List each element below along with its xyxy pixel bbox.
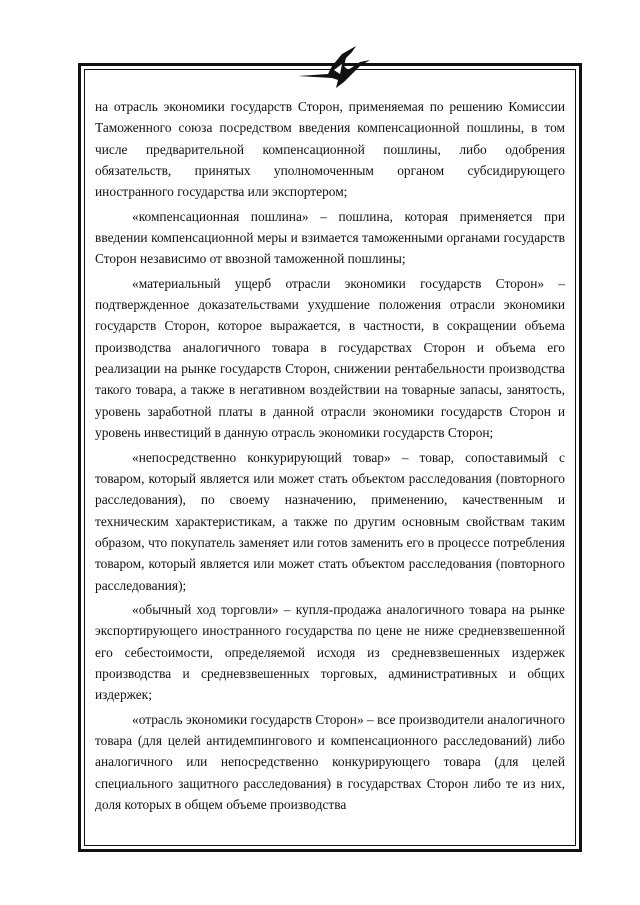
document-body (95, 96, 565, 815)
paragraph: на отрасль экономики государств Сторон, применяемая по решению Комиссии Таможенного союза посредством введения компенсационной пошлины, в том числе предварительной компенсационной пошлины, либо одобрения обязательств, принятых уполномоченным органом субсидирующего иностранного государства или экспортером; (95, 99, 565, 200)
paragraph: «отрасль экономики государств Сторон» – все производители аналогичного товара (для целей антидемпингового и компенсационного расследований) либо аналогичного или непосредственно конкурирующего товара (для целей специального защитного расследования) в государствах Сторон либо те из них, доля которых в общем объеме производства (95, 711, 565, 812)
paragraph: «материальный ущерб отрасли экономики государств Сторон» – подтвержденное доказательствами ухудшение положения отрасли экономики государств Сторон, которое выражается, в частности, в сокращении объема производства аналогичного товара в государствах Сторон и объема его реализации на рынке государств Сторон, снижении рентабельности производства такого товара, а также в негативном воздействии на товарные запасы, занятость, уровень заработной платы в данной отрасли экономики государств Сторон и уровень инвестиций в данную отрасль экономики государств Сторон; (95, 275, 565, 441)
paragraph: «компенсационная пошлина» – пошлина, которая применяется при введении компенсационной меры и взимается таможенными органами государств Сторон независимо от ввозной таможенной пошлины; (95, 208, 565, 267)
paragraph: «непосредственно конкурирующий товар» – товар, сопоставимый с товаром, который является или может стать объектом расследования (повторного расследования), по своему назначению, применению, качественным и техническим характеристикам, а также по другим основным свойствам таким образом, что покупатель заменяет или готов заменить его в процессе потребления товаром, который является или может стать объектом расследования (повторного расследования); (95, 449, 565, 593)
paragraph: «обычный ход торговли» – купля-продажа аналогичного товара на рынке экспортирующего иностранного государства по цене не ниже средневзвешенной его себестоимости, определяемой исходя из средневзвешенных издержек производства и средневзвешенных торговых, административных и общих издержек; (95, 601, 565, 703)
stylized-bird-logo-icon (298, 44, 378, 90)
